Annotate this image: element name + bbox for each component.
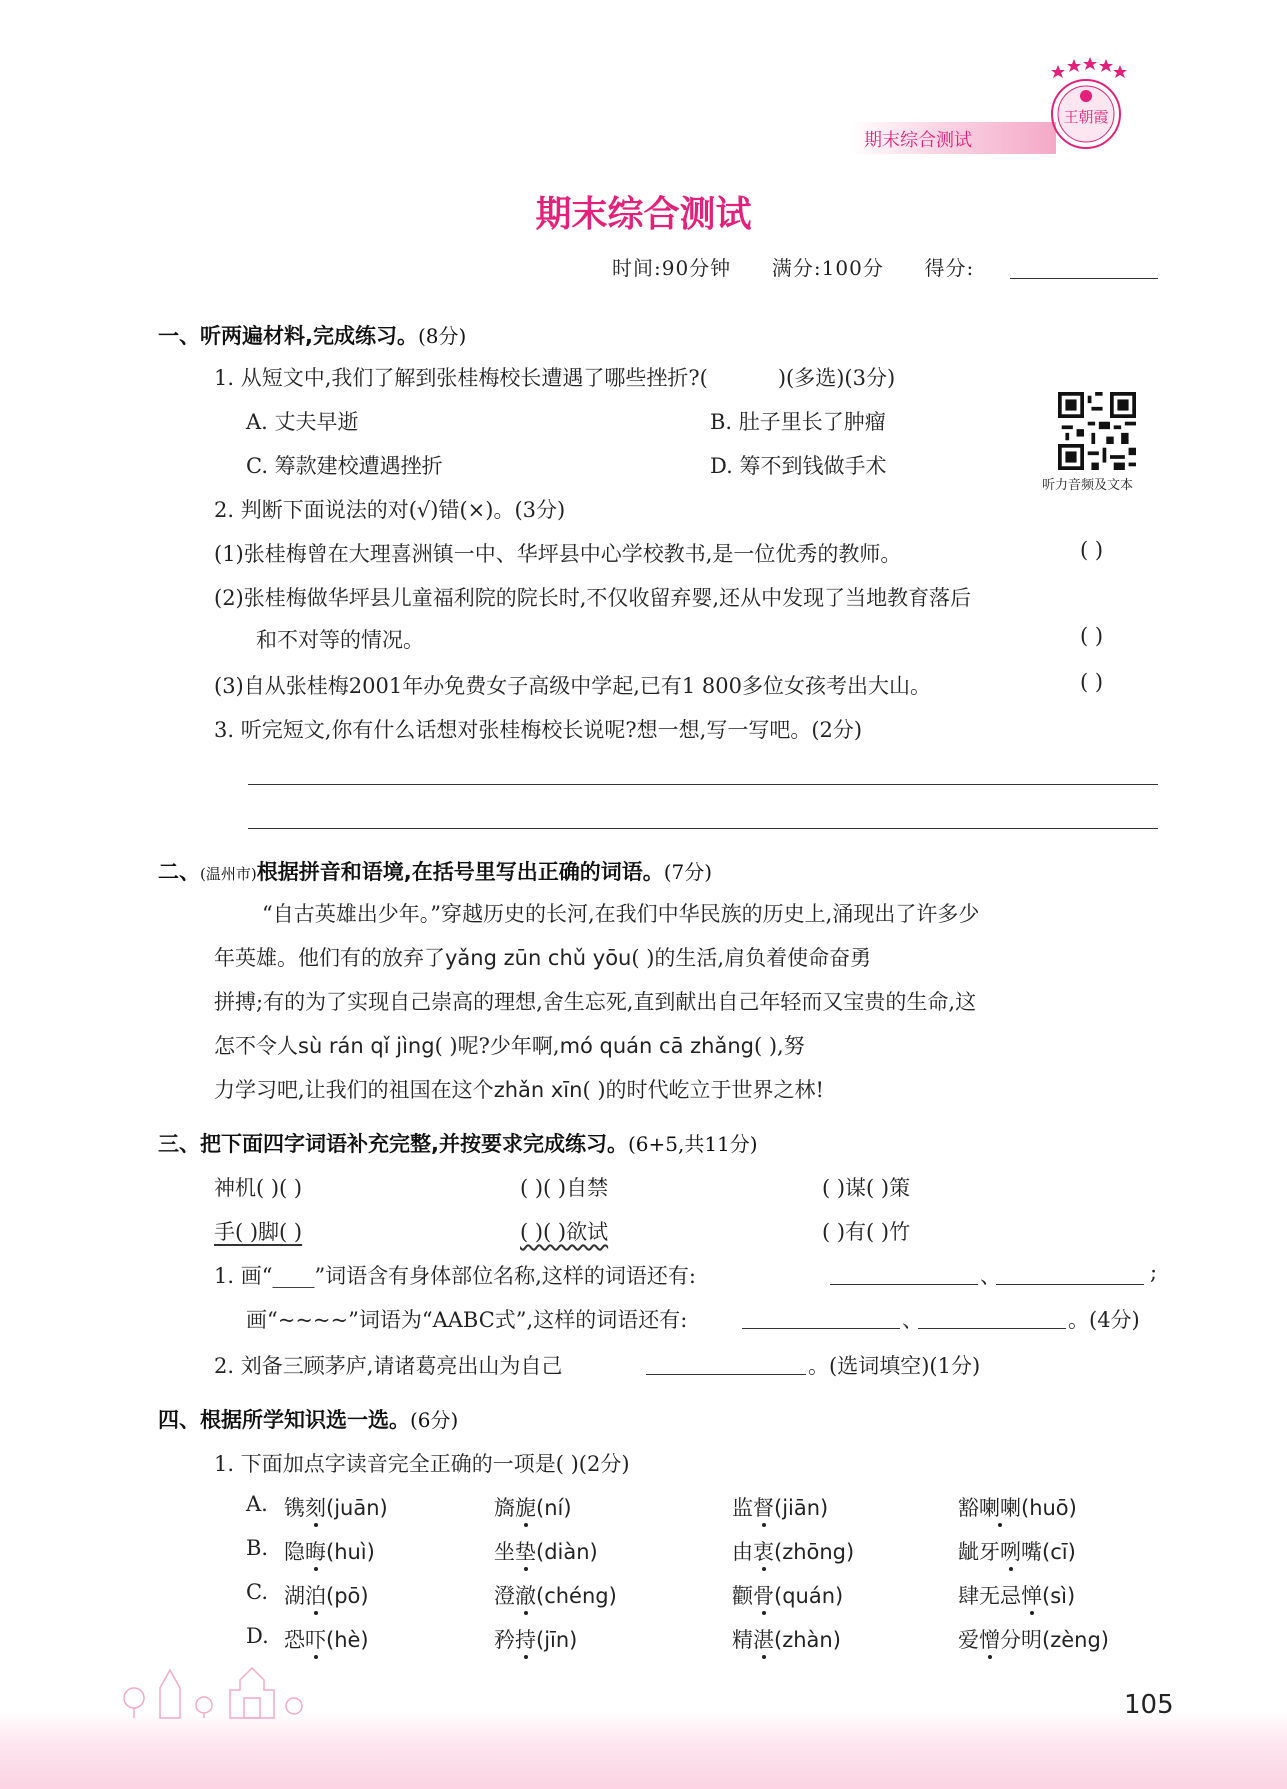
s3-q1a-sep: 、 — [980, 1264, 1001, 1288]
s1-q2-item3: (3)自从张桂梅2001年办免费女子高级中学起,已有1 800多位女孩考出大山。 — [214, 674, 931, 698]
s2-line3: 拼搏;有的为了实现自己崇高的理想,舍生忘死,直到献出自己年轻而又宝贵的生命,这 — [214, 990, 977, 1014]
page-title: 期末综合测试 — [535, 194, 752, 235]
s3-q1a-semicolon: ; — [1150, 1260, 1158, 1284]
dotted-char: 惮 — [1021, 1584, 1042, 1608]
s4-word: 龇牙咧嘴(cī) — [958, 1540, 1076, 1564]
s3-q2-blank[interactable] — [646, 1374, 806, 1375]
answer-line-2[interactable] — [248, 828, 1158, 829]
s4-word: 恐吓(hè) — [284, 1628, 369, 1652]
s4-word: 颧骨(quán) — [732, 1584, 844, 1608]
s4-word: 澄澈(chéng) — [494, 1584, 617, 1608]
s4-option-label: A. — [246, 1492, 268, 1516]
s1-q2-item2-cont: 和不对等的情况。 — [256, 628, 424, 652]
s3-q1b-blank1[interactable] — [742, 1328, 900, 1329]
s1-q1-option-d: D. 筹不到钱做手术 — [710, 454, 887, 478]
s3-q1a: 1. 画“____”词语含有身体部位名称,这样的词语还有: — [214, 1264, 696, 1288]
dotted-char: 湛 — [753, 1628, 774, 1652]
s4-word: 爱憎分明(zèng) — [958, 1628, 1109, 1652]
dotted-char: 憎 — [979, 1628, 1000, 1652]
dotted-char: 骨 — [753, 1584, 774, 1608]
s1-q1-option-c: C. 筹款建校遭遇挫折 — [246, 454, 443, 478]
footer-band — [0, 1712, 1287, 1789]
answer-line-1[interactable] — [248, 784, 1158, 785]
s1-q2-item1: (1)张桂梅曾在大理喜洲镇一中、华坪县中心学校教书,是一位优秀的教师。 — [214, 542, 902, 566]
dotted-char: 晦 — [305, 1540, 326, 1564]
s4-option-label: D. — [246, 1624, 269, 1648]
s3-q1a-blank2[interactable] — [996, 1284, 1144, 1285]
section2-heading: 二、(温州市)根据拼音和语境,在括号里写出正确的词语。(7分) — [158, 860, 713, 884]
s4-word: 监督(jiān) — [732, 1496, 829, 1520]
s3-word-6: ( )有( )竹 — [822, 1220, 911, 1244]
meta-info — [612, 252, 974, 281]
s1-q1-option-a: A. 丈夫早逝 — [246, 410, 359, 434]
section3-heading: 三、把下面四字词语补充完整,并按要求完成练习。(6+5,共11分) — [158, 1132, 758, 1156]
s3-q1b-tail: 。(4分) — [1068, 1308, 1140, 1332]
full-score-label: 满分:100分 — [771, 256, 884, 280]
s4-option-label: B. — [246, 1536, 269, 1560]
s1-q1: 1. 从短文中,我们了解到张桂梅校长遭遇了哪些挫折?( )(多选)(3分) — [214, 366, 896, 390]
qr-label: 听力音频及文本 — [1042, 478, 1134, 493]
qr-code-icon[interactable] — [1058, 392, 1136, 470]
score-field[interactable] — [1010, 278, 1158, 279]
dotted-char: 刻 — [305, 1496, 326, 1520]
s4-word: 隐晦(huì) — [284, 1540, 375, 1564]
s3-q1b-sep: 、 — [902, 1308, 923, 1332]
s1-q2-item2-bracket[interactable]: ( ) — [1080, 624, 1104, 648]
s4-option-label: C. — [246, 1580, 268, 1604]
s4-q1: 1. 下面加点字读音完全正确的一项是( )(2分) — [214, 1452, 630, 1476]
s4-word: 肆无忌惮(sì) — [958, 1584, 1076, 1608]
s3-word-4: 手( )脚( ) — [214, 1220, 303, 1244]
dotted-char: 吓 — [305, 1628, 326, 1652]
s4-word: 由衷(zhōng) — [732, 1540, 855, 1564]
dotted-char: 持 — [515, 1628, 536, 1652]
s1-q2: 2. 判断下面说法的对(√)错(×)。(3分) — [214, 498, 566, 522]
time-label: 时间:90分钟 — [612, 256, 732, 280]
s2-line5: 力学习吧,让我们的祖国在这个zhǎn xīn( )的时代屹立于世界之林! — [214, 1078, 824, 1102]
brand-name: 王朝霞 — [1063, 108, 1109, 126]
s3-q1b: 画“~~~~”词语为“AABC式”,这样的词语还有: — [246, 1308, 688, 1332]
dotted-char: 旎 — [515, 1496, 536, 1520]
s2-line1: “自古英雄出少年。”穿越历史的长河,在我们中华民族的历史上,涌现出了许多少 — [262, 902, 980, 926]
s4-word: 矜持(jīn) — [494, 1628, 578, 1652]
dotted-char: 泊 — [305, 1584, 326, 1608]
dotted-char: 牙咧嘴 — [979, 1540, 1042, 1564]
section1-heading: 一、听两遍材料,完成练习。(8分) — [158, 324, 467, 348]
s3-q2: 2. 刘备三顾茅庐,请诸葛亮出山为自己 — [214, 1354, 563, 1378]
s3-word-1: 神机( )( ) — [214, 1176, 303, 1200]
dotted-char: 衷 — [753, 1540, 774, 1564]
s4-word: 湖泊(pō) — [284, 1584, 369, 1608]
s1-q2-item1-bracket[interactable]: ( ) — [1080, 538, 1104, 562]
s3-word-2: ( )( )自禁 — [520, 1176, 609, 1200]
s3-word-3: ( )谋( )策 — [822, 1176, 911, 1200]
s3-word-5: ( )( )欲试 — [520, 1220, 609, 1244]
s4-word: 豁喇喇(huō) — [958, 1496, 1077, 1520]
s2-line2: 年英雄。他们有的放弃了yǎng zūn chǔ yōu( )的生活,肩负着使命奋勇 — [214, 946, 872, 970]
dotted-char: 督 — [753, 1496, 774, 1520]
dotted-char: 垫 — [515, 1540, 536, 1564]
brand-logo-icon — [1042, 56, 1130, 156]
dotted-char: 喇喇 — [979, 1496, 1021, 1520]
section4-heading: 四、根据所学知识选一选。(6分) — [158, 1408, 459, 1432]
s3-q1b-blank2[interactable] — [918, 1328, 1066, 1329]
s4-word: 坐垫(diàn) — [494, 1540, 598, 1564]
dotted-char: 澈 — [515, 1584, 536, 1608]
s4-word: 旖旎(ní) — [494, 1496, 572, 1520]
s1-q2-item2: (2)张桂梅做华坪县儿童福利院的院长时,不仅收留弃婴,还从中发现了当地教育落后 — [214, 586, 972, 610]
s1-q1-option-b: B. 肚子里长了肿瘤 — [710, 410, 886, 434]
score-label: 得分: — [924, 256, 975, 280]
page-number: 105 — [1124, 1690, 1174, 1720]
s2-line4: 怎不令人sù rán qǐ jìng( )呢?少年啊,mó quán cā zhǎng( ),努 — [214, 1034, 805, 1058]
s3-q1a-blank1[interactable] — [830, 1284, 978, 1285]
s1-q3: 3. 听完短文,你有什么话想对张桂梅校长说呢?想一想,写一写吧。(2分) — [214, 718, 863, 742]
castle-decoration-icon — [120, 1650, 310, 1720]
s1-q2-item3-bracket[interactable]: ( ) — [1080, 670, 1104, 694]
s4-word: 精湛(zhàn) — [732, 1628, 841, 1652]
s3-q2-tail: 。(选词填空)(1分) — [808, 1354, 981, 1378]
running-title: 期末综合测试 — [864, 130, 972, 151]
s4-word: 镌刻(juān) — [284, 1496, 388, 1520]
